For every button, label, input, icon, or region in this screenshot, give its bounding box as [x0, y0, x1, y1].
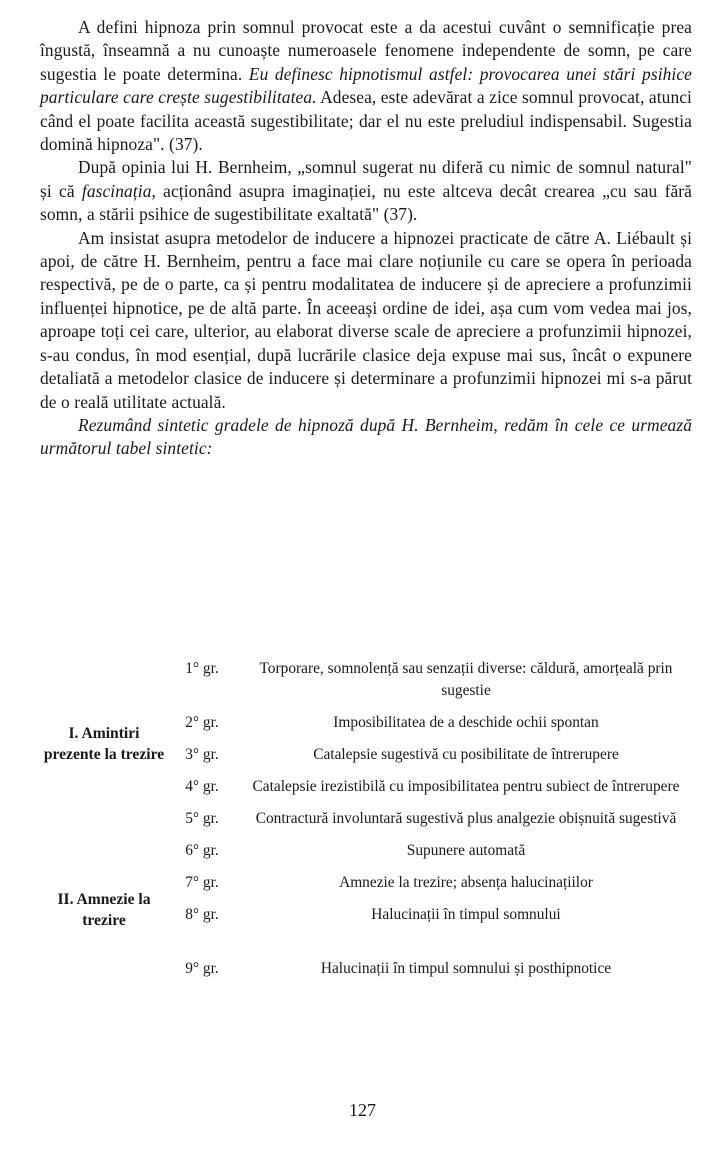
grade-description: Amnezie la trezire; absența halucinațiilor — [339, 874, 593, 891]
page-number: 127 — [349, 1100, 376, 1120]
grade-description: Imposibilitatea de a deschide ochii spontan — [333, 714, 599, 731]
paragraph-1-end: Adesea, este adevărat a zice somnul provocat, atunci când el poate facilita această sugestibilitate; dar el nu este preludiul indispensabil. Sugestia domină hipnoza". (37). — [40, 87, 692, 155]
group-label-memories: I. Amintiri prezente la trezire — [43, 725, 165, 763]
table-row — [40, 658, 692, 712]
grade-label: 9° gr. — [185, 960, 219, 977]
paragraph-2-start: După opinia lui H. Bernheim, „somnul sugerat nu diferă cu nimic de somnul natural" și că — [40, 157, 692, 201]
grade-description: Torporare, somnolență sau senzații diverse: căldură, amorțeală prin sugestie — [259, 660, 673, 699]
table-row — [40, 840, 692, 872]
grade-label: 5° gr. — [185, 810, 219, 827]
grade-description: Halucinații în timpul somnului — [371, 906, 561, 923]
paragraph-4-intro: Rezumând sintetic gradele de hipnoză după H. Bernheim, redăm în cele ce urmează următorul tabel sintetic: — [40, 414, 692, 459]
grade-description: Catalepsie irezistibilă cu imposibilitatea pentru subiect de întrerupere — [252, 778, 680, 795]
paragraph-1-start: A defini hipnoza prin somnul provocat este a da acestui cuvânt o semnificație prea îngustă, înseamnă a nu cunoaște numeroasele fenomene independente de somn, pe care sugestia le poate determina. — [40, 17, 692, 84]
paragraph-3: Am insistat asupra metodelor de inducere a hipnozei practicate de către A. Liébault și apoi, de către H. Bernheim, pentru a face mai clare noțiunile cu care se opera în perioada respectivă, pe de o parte, ca și pentru modalitatea de inducere și de apreciere a profunzimii influenței hipnotice, pe de altă parte. În aceeași ordine de idei, așa cum vom vedea mai jos, aproape toți cei care, ulterior, au elaborat diverse scale de apreciere a profunzimii hipnozei, s-au condus, în mod esențial, după lucrările clasice deja expuse mai sus, încât o expunere detaliată a metodelor clasice de inducere și determinare a profunzimii hipnozei mi s-a părut de o reală utilitate actuală. — [40, 227, 692, 412]
group-label-amnesia: II. Amnezie la trezire — [57, 891, 151, 929]
grade-label: 4° gr. — [185, 778, 219, 795]
paragraph-4 — [40, 414, 692, 461]
grade-description: Catalepsie sugestivă cu posibilitate de întrerupere — [313, 746, 619, 763]
hypnosis-grades-table — [40, 658, 692, 990]
paragraph-2-end: , acționând asupra imaginației, nu este altceva decât crearea „cu sau fără somn, a stării psihice de sugestibilitate exaltată" (37). — [40, 180, 692, 225]
grade-label: 2° gr. — [185, 714, 219, 731]
grade-description: Contractură involuntară sugestivă plus analgezie obișnuită sugestivă — [255, 810, 677, 827]
paragraph-2 — [40, 156, 692, 226]
grade-description: Halucinații în timpul somnului și posthipnotice — [320, 960, 612, 977]
grade-label: 1° gr. — [185, 660, 219, 677]
grade-label: 6° gr. — [185, 842, 219, 859]
grade-label: 3° gr. — [185, 746, 219, 763]
paragraph-1-definition: Eu definesc hipnotismul astfel: provocarea unei stări psihice particulare care crește sugestibilitatea. — [40, 63, 692, 108]
paragraph-2-term: fascinația — [81, 180, 152, 201]
grade-description: Supunere automată — [406, 842, 526, 859]
paragraph-1 — [40, 16, 692, 156]
page-body — [40, 16, 692, 461]
grade-label: 8° gr. — [185, 906, 219, 923]
grade-label: 7° gr. — [185, 874, 219, 891]
